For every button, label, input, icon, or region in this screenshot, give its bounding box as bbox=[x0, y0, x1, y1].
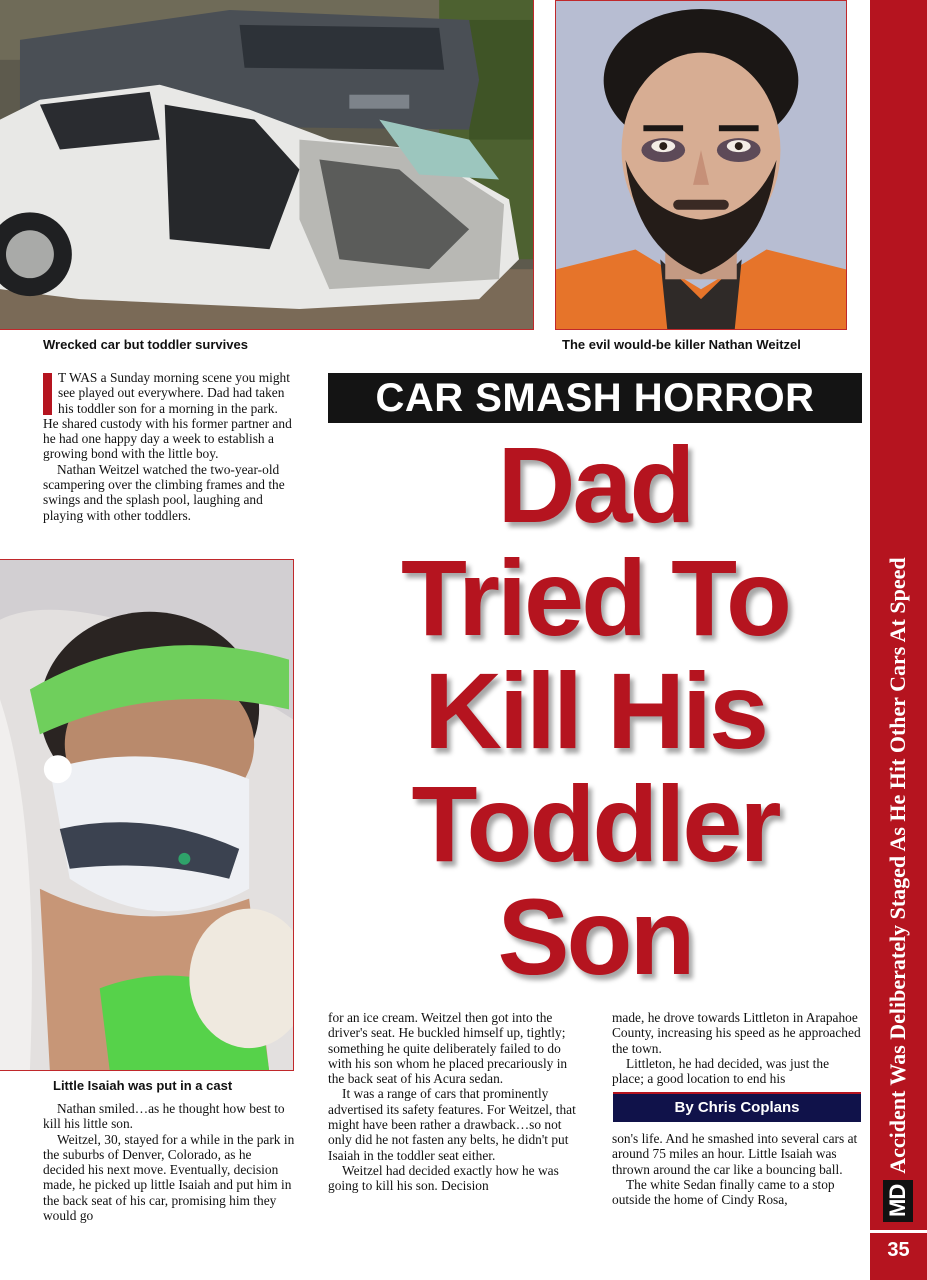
byline: By Chris Coplans bbox=[613, 1092, 861, 1122]
article-paragraph: The white Sedan finally came to a stop outside the home of Cindy Rosa, bbox=[612, 1176, 835, 1208]
page-number: 35 bbox=[870, 1233, 927, 1280]
headline-line: Kill His bbox=[423, 650, 767, 771]
mugshot-photo bbox=[555, 0, 847, 330]
article-column-3-bottom bbox=[612, 1131, 862, 1207]
md-tag: MD bbox=[883, 1180, 913, 1222]
article-paragraph: Weitzel, 30, stayed for a while in the park in the suburbs of Denver, Colorado, as he decided his next move. Eventually, decision made, he picked up little Isaiah and put him in the back seat of his car, promising him they would go bbox=[43, 1131, 295, 1224]
article-paragraph: for an ice cream. Weitzel then got into the driver's seat. He buckled himself up, tightly; something he quite deliberately failed to do with his son whom he placed precariously in the back seat of his Acura sedan. bbox=[328, 1010, 568, 1087]
headline bbox=[328, 424, 862, 997]
toddler-photo-caption: Little Isaiah was put in a cast bbox=[53, 1078, 233, 1093]
strapline: CAR SMASH HORROR bbox=[328, 373, 862, 423]
article-paragraph: It was a range of cars that prominently advertised its safety features. For Weitzel, that might have been rather a drawback…so not only did he not fasten any belts, he didn't put Isaiah in the toddler seat either. bbox=[328, 1086, 576, 1163]
mugshot-caption: The evil would-be killer Nathan Weitzel bbox=[562, 337, 801, 352]
article-column-1-top bbox=[43, 370, 295, 523]
car-photo-caption: Wrecked car but toddler survives bbox=[43, 337, 248, 352]
toddler-photo bbox=[0, 559, 294, 1071]
article-paragraph: son's life. And he smashed into several cars at around 75 miles an hour. Little Isaiah was thrown around the car like a bouncing ball. bbox=[612, 1131, 858, 1177]
headline-line: Tried To bbox=[400, 537, 789, 658]
headline-line: Toddler bbox=[411, 763, 779, 884]
article-paragraph: Nathan smiled…as he thought how best to kill his little son. bbox=[43, 1101, 285, 1132]
article-column-2 bbox=[328, 1010, 580, 1194]
side-bar-text: Accident Was Deliberately Staged As He Hit Other Cars At Speed bbox=[885, 557, 910, 1174]
article-column-1-bottom bbox=[43, 1101, 295, 1223]
headline-line: Dad bbox=[497, 424, 693, 545]
article-paragraph: T WAS a Sunday morning scene you might see played out everywhere. Dad had taken his toddler son for a morning in the park. He shared custody with his former partner and he had one happy day a week to establish a growing bond with the little boy. bbox=[43, 370, 292, 462]
article-paragraph: Nathan Weitzel watched the two-year-old scampering over the climbing frames and the swings and the splash pool, laughing and playing with other toddlers. bbox=[43, 461, 285, 523]
article-column-3-top bbox=[612, 1010, 862, 1086]
drop-cap-bar bbox=[43, 373, 52, 415]
article-paragraph: made, he drove towards Littleton in Arapahoe County, increasing his speed as he approached the town. bbox=[612, 1010, 861, 1056]
wrecked-car-photo bbox=[0, 0, 534, 330]
article-paragraph: Littleton, he had decided, was just the place; a good location to end his bbox=[612, 1055, 830, 1087]
article-paragraph: Weitzel had decided exactly how he was going to kill his son. Decision bbox=[328, 1162, 559, 1194]
headline-line: Son bbox=[497, 876, 693, 997]
side-bar-standfirst bbox=[883, 557, 913, 1222]
